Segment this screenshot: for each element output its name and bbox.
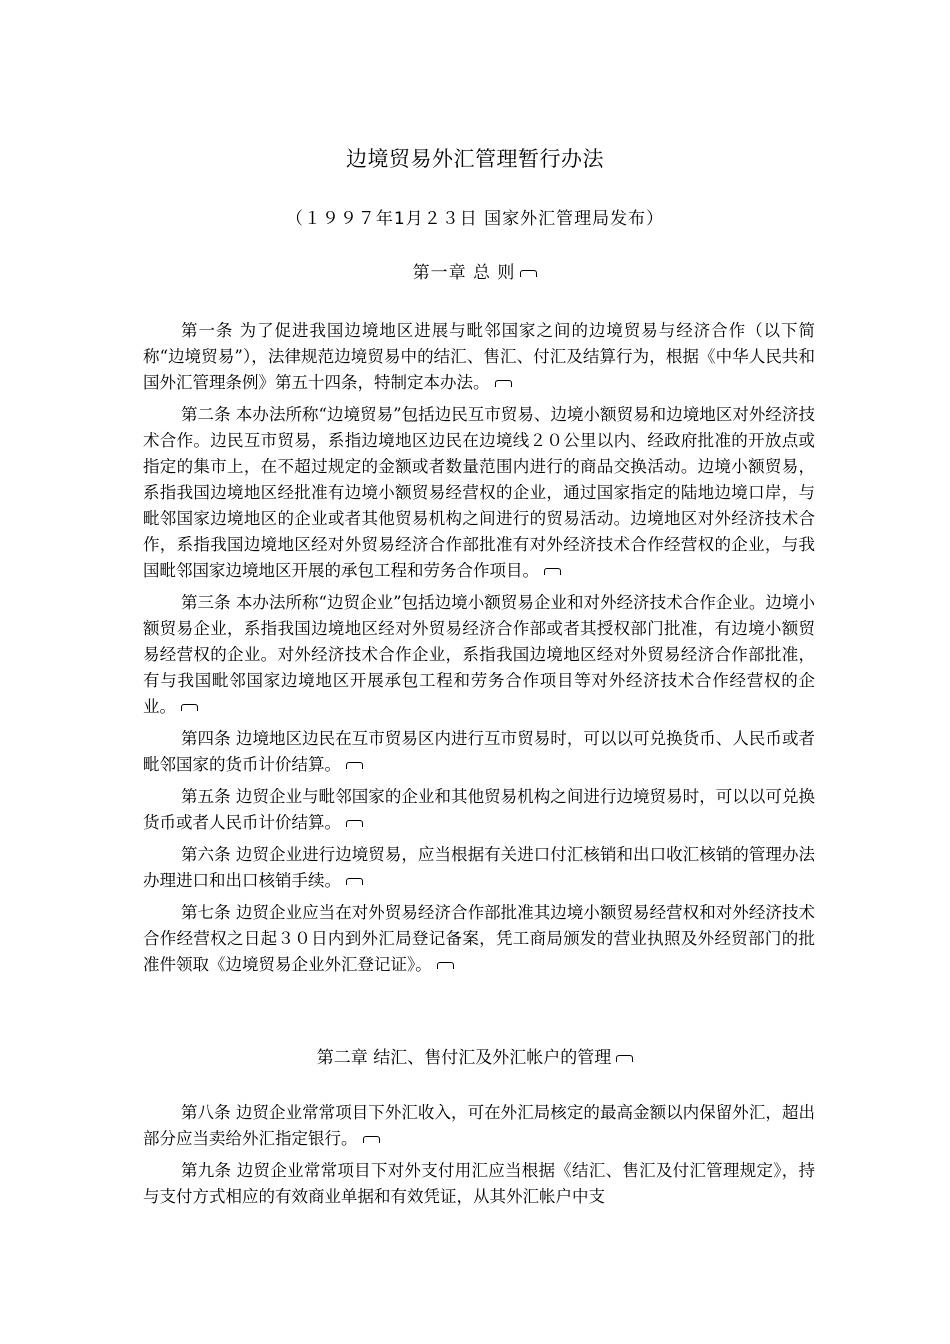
paragraph-mark-icon (346, 820, 363, 827)
article-5-text: 第五条 边贸企业与毗邻国家的企业和其他贸易机构之间进行边境贸易时，可以以可兑换货币或者人民币计价结算。 (143, 787, 815, 832)
article-3-text: 第三条 本办法所称“边贸企业”包括边境小额贸易企业和对外经济技术合作企业。边境小额贸易企业，系指我国边境地区经对外贸易经济合作部或者其授权部门批准，有边境小额贸易经营权的企业。对外经济技术合作企业，系指我国边境地区经对外贸易经济合作部批准，有与我国毗邻国家边境地区开展承包工程和劳务合作项目等对外经济技术合作经营权的企业。 (143, 593, 815, 716)
article-paragraph (143, 784, 815, 836)
article-9-text: 第九条 边贸企业常常项目下对外支付用汇应当根据《结汇、售汇及付汇管理规定》，持与支付方式相应的有效商业单据和有效凭证，从其外汇帐户中支 (143, 1161, 815, 1206)
article-2-text: 第二条 本办法所称“边境贸易”包括边民互市贸易、边境小额贸易和边境地区对外经济技术合作。边民互市贸易，系指边境地区边民在边境线２０公里以内、经政府批准的开放点或指定的集市上，在不超过规定的金额或者数量范围内进行的商品交换活动。边境小额贸易，系指我国边境地区经批准有边境小额贸易经营权的企业，通过国家指定的陆地边境口岸，与毗邻国家边境地区的企业或者其他贸易机构之间进行的贸易活动。边境地区对外经济技术合作，系指我国边境地区经对外贸易经济合作部批准有对外经济技术合作经营权的企业，与我国毗邻国家边境地区开展的承包工程和劳务合作项目。 (143, 405, 815, 580)
article-paragraph (143, 1158, 815, 1210)
article-paragraph (143, 1100, 815, 1152)
paragraph-mark-icon (544, 568, 561, 575)
article-paragraph (143, 900, 815, 978)
paragraph-mark-icon (495, 380, 512, 387)
chapter-heading-1 (0, 262, 950, 284)
article-4-text: 第四条 边境地区边民在互市贸易区内进行互市贸易时，可以以可兑换货币、人民币或者毗邻国家的货币计价结算。 (143, 729, 815, 774)
article-paragraph (143, 842, 815, 894)
paragraph-mark-icon (181, 704, 198, 711)
article-1-text: 第一条 为了促进我国边境地区进展与毗邻国家之间的边境贸易与经济合作（以下简称“边境贸易”），法律规范边境贸易中的结汇、售汇、付汇及结算行为，根据《中华人民共和国外汇管理条例》第五十四条，特制定本办法。 (143, 321, 815, 392)
chapter-2-body (143, 1100, 815, 1216)
paragraph-mark-icon (346, 762, 363, 769)
paragraph-mark-icon (520, 270, 537, 277)
paragraph-mark-icon (346, 878, 363, 885)
paragraph-mark-icon (437, 962, 454, 969)
document-subtitle: （１９９７年1月２３日 国家外汇管理局发布） (285, 209, 665, 229)
paragraph-mark-icon (363, 1136, 380, 1143)
paragraph-mark-icon (616, 1055, 633, 1062)
chapter-heading-2 (0, 1047, 950, 1069)
article-paragraph (143, 318, 815, 396)
document-title: 边境贸易外汇管理暂行办法 (346, 147, 604, 171)
chapter-1-title: 第一章 总 则 (412, 263, 516, 283)
chapter-2-title: 第二章 结汇、售付汇及外汇帐户的管理 (316, 1048, 612, 1068)
chapter-1-body (143, 318, 815, 984)
article-8-text: 第八条 边贸企业常常项目下外汇收入，可在外汇局核定的最高金额以内保留外汇，超出部分应当卖给外汇指定银行。 (143, 1103, 815, 1148)
article-paragraph (143, 726, 815, 778)
article-paragraph (143, 590, 815, 720)
article-7-text: 第七条 边贸企业应当在对外贸易经济合作部批准其边境小额贸易经营权和对外经济技术合作经营权之日起３０日内到外汇局登记备案，凭工商局颁发的营业执照及外经贸部门的批准件领取《边境贸易企业外汇登记证》。 (143, 903, 815, 974)
article-6-text: 第六条 边贸企业进行边境贸易，应当根据有关进口付汇核销和出口收汇核销的管理办法办理进口和出口核销手续。 (143, 845, 815, 890)
article-paragraph (143, 402, 815, 584)
